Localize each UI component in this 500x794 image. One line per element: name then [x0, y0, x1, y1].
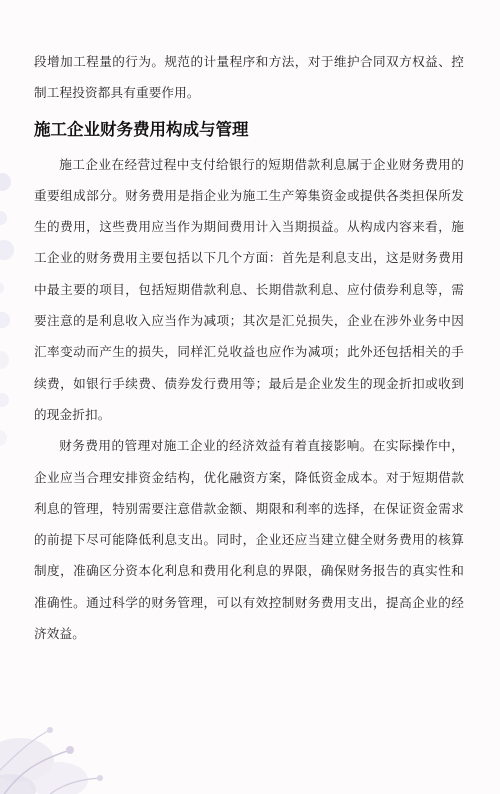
section-heading: 施工企业财务费用构成与管理 — [34, 119, 249, 139]
section-paragraph-2: 财务费用的管理对施工企业的经济效益有着直接影响。在实际操作中，企业应当合理安排资金结构，优化融资方案，降低资金成本。对于短期借款利息的管理，特别需要注意借款金额、期限和利率的选择，在保证资金需求的前提下尽可能降低利息支出。同时，企业还应当建立健全财务费用的核算制度，准确区分资本化利息和费用化利息的界限，确保财务报告的真实性和准确性。通过科学的财务管理，可以有效控制财务费用支出，提高企业的经济效益。 — [34, 438, 464, 642]
section-paragraph-1: 施工企业在经营过程中支付给银行的短期借款利息属于企业财务费用的重要组成部分。财务费用是指企业为施工生产筹集资金或提供各类担保所发生的费用，这些费用应当作为期间费用计入当期损益。从构成内容来看，施工企业的财务费用主要包括以下几个方面：首先是利息支出，这是财务费用中最主要的项目，包括短期借款利息、长期借款利息、应付债券利息等，需要注意的是利息收入应当作为减项；其次是汇兑损失，企业在涉外业务中因汇率变动而产生的损失，同样汇兑收益也应作为减项；此外还包括相关的手续费，如银行手续费、债券发行费用等；最后是企业发生的现金折扣或收到的现金折扣。 — [34, 156, 464, 422]
intro-paragraph: 段增加工程量的行为。规范的计量程序和方法，对于维护合同双方权益、控制工程投资都具有重要作用。 — [34, 54, 464, 101]
decorative-flower-icon — [0, 700, 120, 794]
document-body — [34, 46, 464, 649]
decorative-circles-icon — [0, 170, 30, 470]
